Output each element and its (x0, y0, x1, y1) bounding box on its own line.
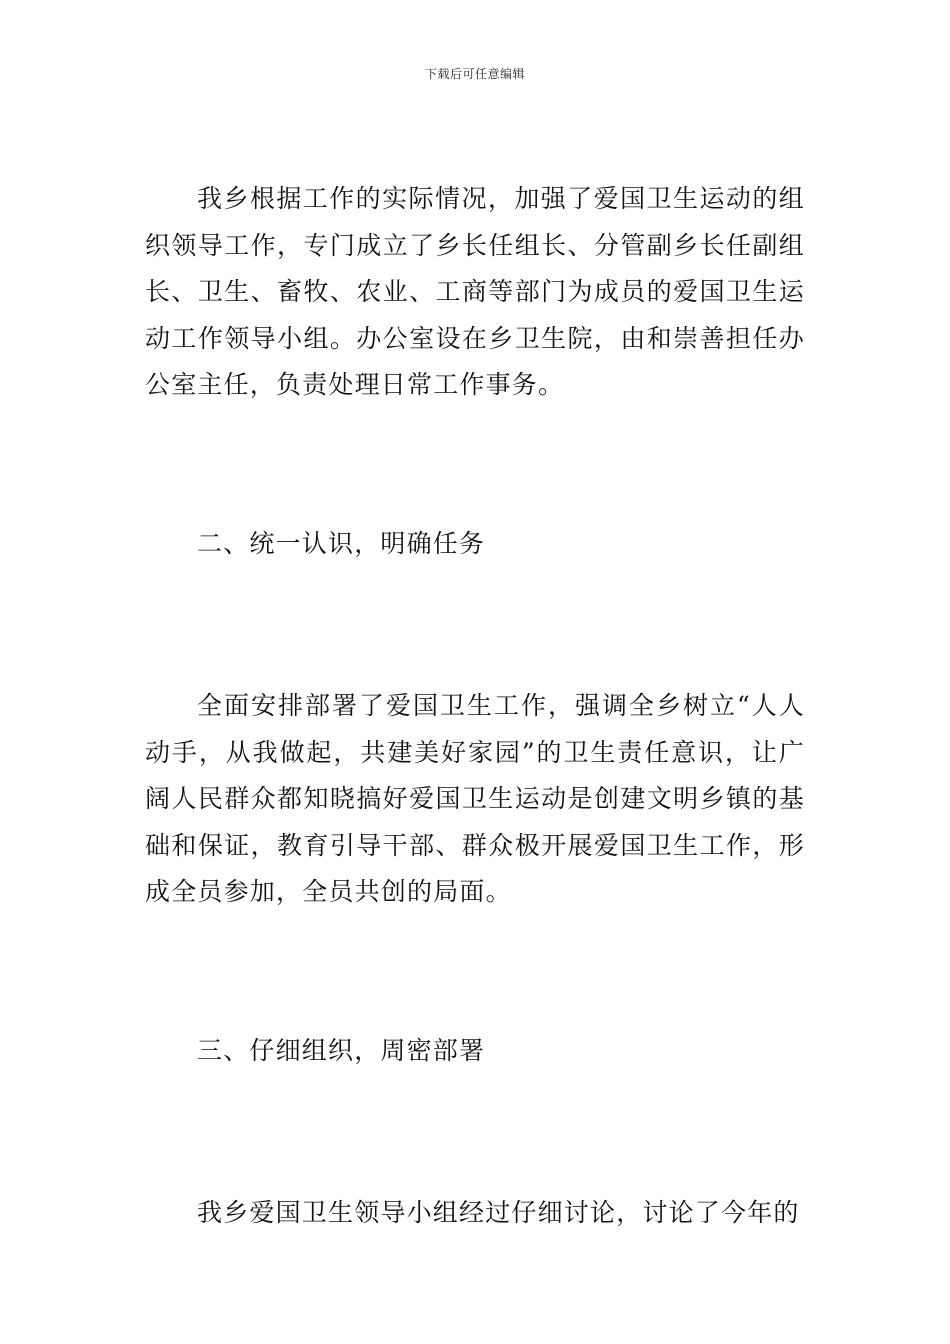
body-paragraph: 我乡根据工作的实际情况，加强了爱国卫生运动的组织领导工作，专门成立了乡长任组长、分管副乡长任副组长、卫生、畜牧、农业、工商等部门为成员的爱国卫生运动工作领导小组。办公室设在乡卫生院，由和崇善担任办公室主任，负责处理日常工作事务。 (145, 184, 805, 399)
section-heading: 二、统一认识，明确任务 (197, 528, 486, 558)
paragraph-spacer (145, 409, 805, 521)
body-paragraph: 全面安排部署了爱国卫生工作，强调全乡树立“人人动手，从我做起，共建美好家园”的卫生责任意识，让广阔人民群众都知晓搞好爱国卫生运动是创建文明乡镇的基础和保证，教育引导干部、群众极开展爱国卫生工作，形成全员参加，全员共创的局面。 (145, 691, 805, 906)
document-body (145, 176, 805, 1237)
paragraph-spacer (145, 916, 805, 1028)
paragraph-spacer (145, 1074, 805, 1190)
section-heading: 三、仔细组织，周密部署 (197, 1035, 486, 1065)
body-paragraph: 我乡爱国卫生领导小组经过仔细讨论，讨论了今年的 (197, 1198, 800, 1227)
page-header-note: 下载后可任意编辑 (424, 67, 525, 81)
paragraph-spacer (145, 567, 805, 683)
